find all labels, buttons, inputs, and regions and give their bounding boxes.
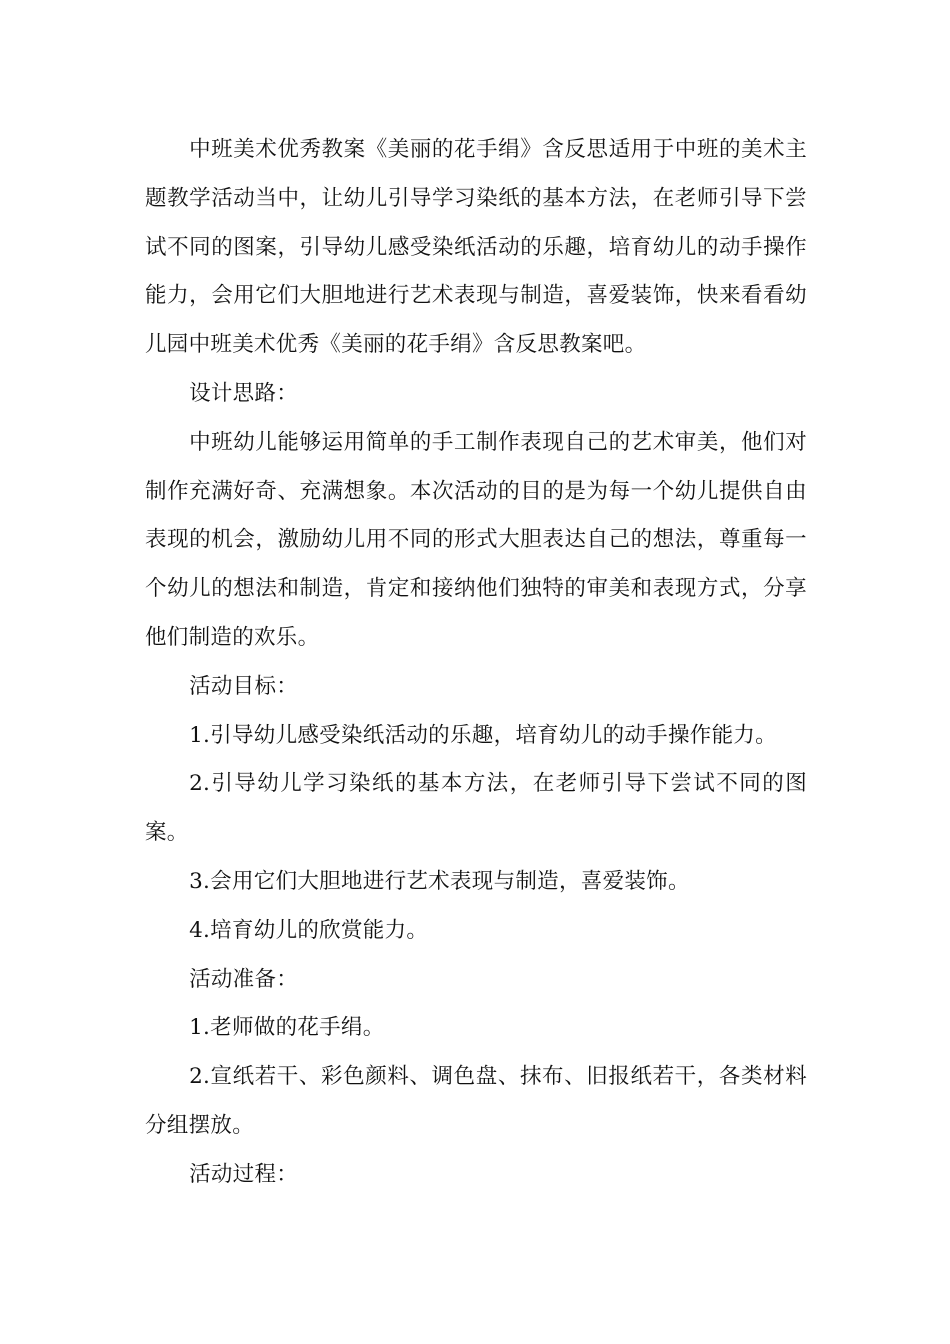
design-idea-paragraph: 中班幼儿能够运用简单的手工制作表现自己的艺术审美，他们对制作充满好奇、充满想象。本次活动的目的是为每一个幼儿提供自由表现的机会，激励幼儿用不同的形式大胆表达自己的想法，尊重每一个幼儿的想法和制造，肯定和接纳他们独特的审美和表现方式，分享他们制造的欢乐。 [145,429,807,650]
section-heading-activity-preparation: 活动准备： [189,966,299,992]
preparation-item-2: 2.宣纸若干、彩色颜料、调色盘、抹布、旧报纸若干，各类材料分组摆放。 [145,1064,807,1138]
preparation-item-1: 1.老师做的花手绢。 [189,1015,385,1041]
goal-item-2: 2.引导幼儿学习染纸的基本方法，在老师引导下尝试不同的图案。 [145,771,807,846]
goal-item-4: 4.培育幼儿的欣赏能力。 [189,917,429,943]
section-heading-activity-goals: 活动目标： [189,673,299,699]
intro-paragraph: 中班美术优秀教案《美丽的花手绢》含反思适用于中班的美术主题教学活动当中，让幼儿引导学习染纸的基本方法，在老师引导下尝试不同的图案，引导幼儿感受染纸活动的乐趣，培育幼儿的动手操作能力，会用它们大胆地进行艺术表现与制造，喜爱装饰，快来看看幼儿园中班美术优秀《美丽的花手绢》含反思教案吧。 [145,137,807,358]
section-heading-activity-process: 活动过程： [189,1161,299,1187]
goal-item-1: 1.引导幼儿感受染纸活动的乐趣，培育幼儿的动手操作能力。 [189,722,777,748]
goal-item-3: 3.会用它们大胆地进行艺术表现与制造，喜爱装饰。 [189,868,690,894]
section-heading-design-idea: 设计思路： [189,380,299,406]
document-body [145,126,807,1200]
